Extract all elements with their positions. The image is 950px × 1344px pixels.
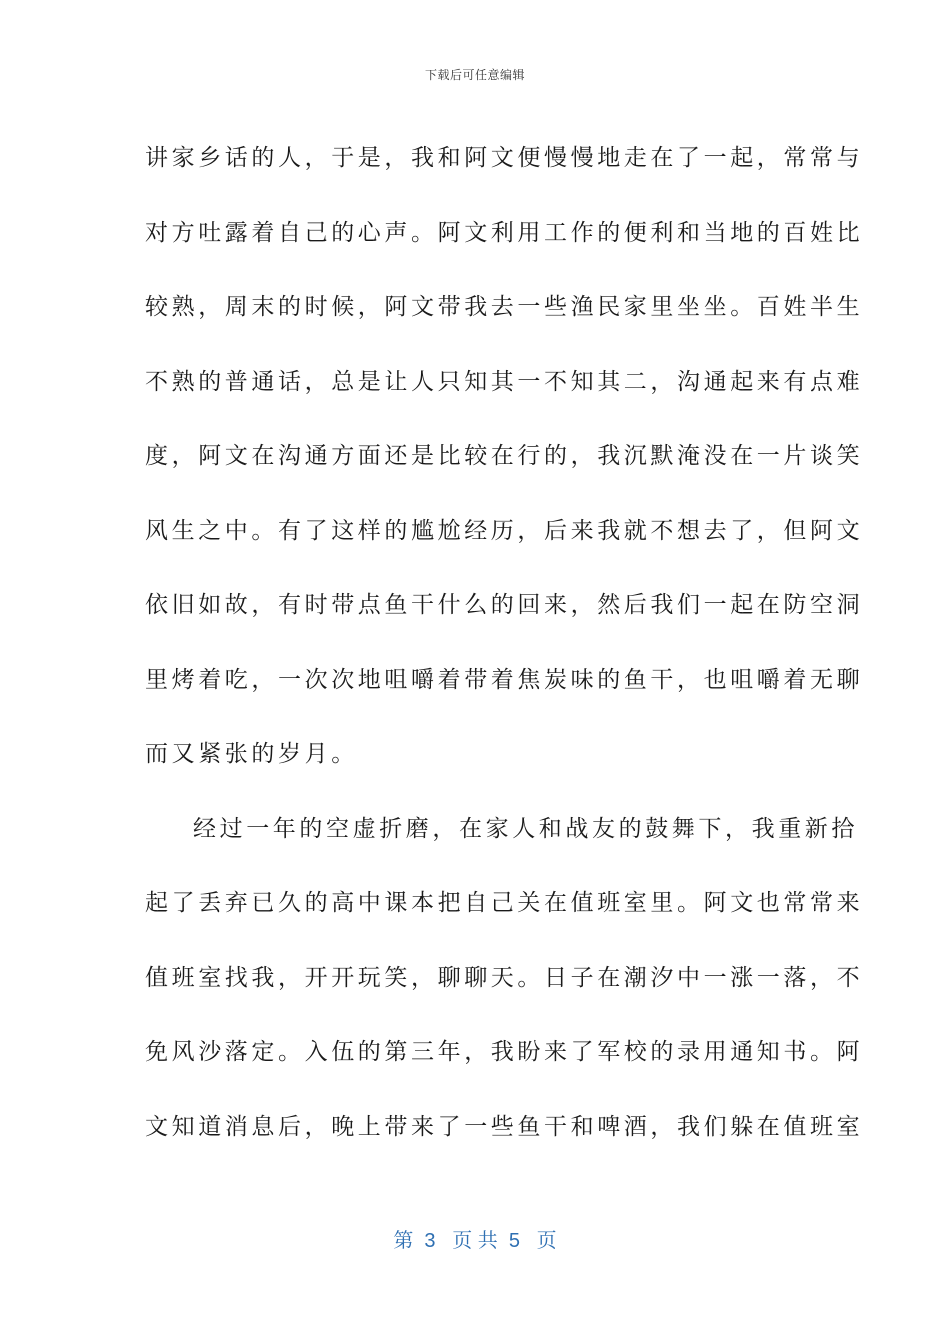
- text-line: 里烤着吃，一次次地咀嚼着带着焦炭味的鱼干，也咀嚼着无聊: [145, 666, 864, 693]
- text-line: 度，阿文在沟通方面还是比较在行的，我沉默淹没在一片谈笑: [145, 443, 864, 469]
- text-line: 风生之中。有了这样的尴尬经历，后来我就不想去了，但阿文: [145, 517, 864, 544]
- text-line: 讲家乡话的人，于是，我和阿文便慢慢地走在了一起，常常与: [145, 145, 864, 171]
- document-body: [145, 121, 864, 1164]
- text-line: 起了丢弃已久的高中课本把自己关在值班室里。阿文也常常来: [145, 890, 864, 916]
- text-line: 不熟的普通话，总是让人只知其一不知其二，沟通起来有点难: [145, 368, 864, 395]
- text-line: 免风沙落定。入伍的第三年，我盼来了军校的录用通知书。阿: [145, 1039, 864, 1065]
- text-line: 对方吐露着自己的心声。阿文利用工作的便利和当地的百姓比: [145, 219, 864, 246]
- text-line: 较熟，周末的时候，阿文带我去一些渔民家里坐坐。百姓半生: [145, 294, 864, 320]
- page-header: 下载后可任意编辑: [424, 68, 525, 82]
- text-line: 文知道消息后，晚上带来了一些鱼干和啤酒，我们躲在值班室: [145, 1113, 864, 1140]
- text-line: 依旧如故，有时带点鱼干什么的回来，然后我们一起在防空洞: [145, 592, 864, 618]
- text-line: 值班室找我，开开玩笑，聊聊天。日子在潮汐中一涨一落，不: [145, 964, 864, 991]
- text-line: 而又紧张的岁月。: [145, 741, 358, 767]
- page-number-footer: 第 3 页 共 5 页: [393, 1230, 557, 1252]
- paragraph-first-line: 经过一年的空虚折磨，在家人和战友的鼓舞下，我重新拾: [193, 815, 858, 842]
